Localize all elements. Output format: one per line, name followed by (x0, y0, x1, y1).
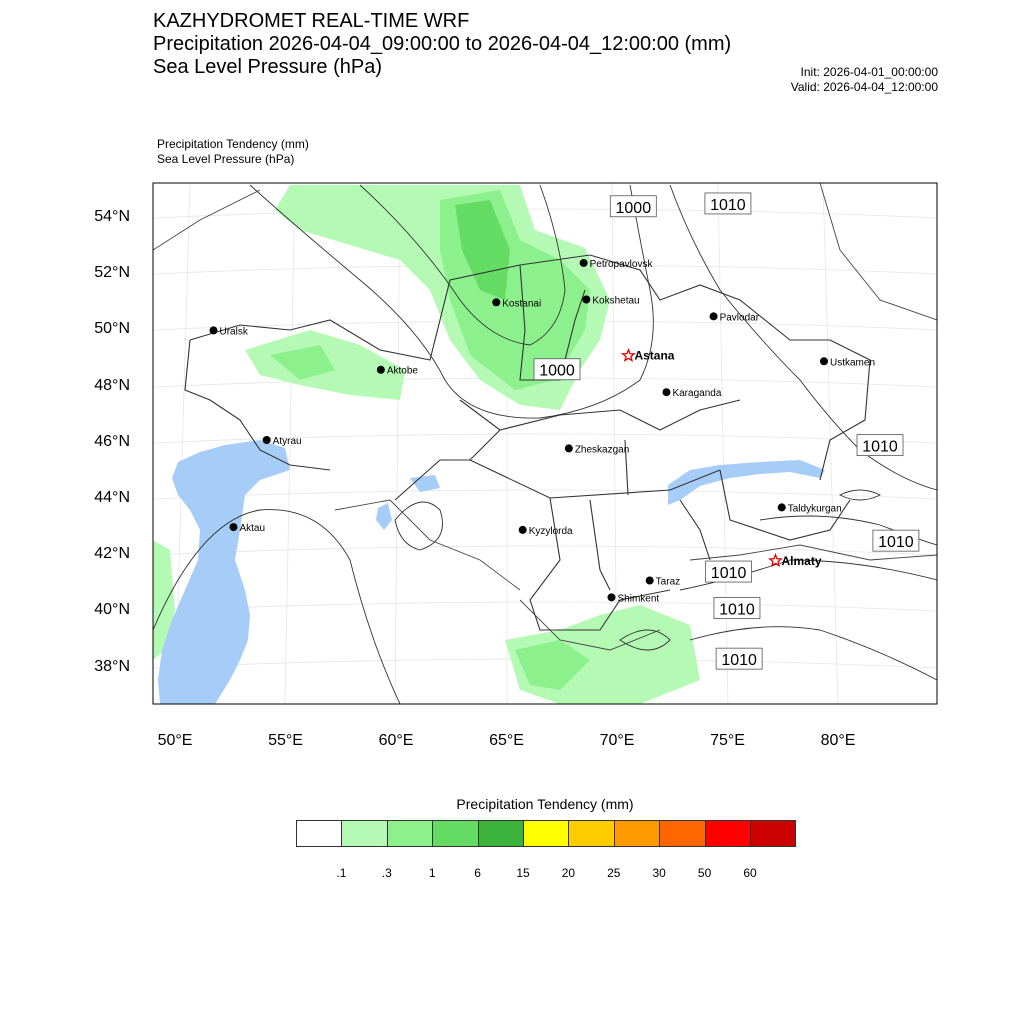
isobar-label (534, 359, 580, 380)
capital-star-icon (770, 555, 781, 566)
lon-label: 75°E (710, 732, 745, 749)
lat-label: 50°N (94, 320, 130, 338)
lat-label: 52°N (94, 264, 130, 282)
isobar-label (873, 530, 919, 551)
city-marker-icon (377, 366, 385, 374)
city-marker-icon (229, 523, 237, 531)
city-petropavlovsk (580, 259, 654, 270)
colorbar-swatch (523, 820, 569, 847)
isobar-label (610, 196, 656, 217)
isobar-label-text: 1010 (721, 652, 757, 670)
colorbar-label: .1 (336, 866, 347, 880)
colorbar-label: .3 (381, 866, 392, 880)
isobar-label (716, 648, 762, 669)
city-label: Zheskazgan (574, 444, 630, 456)
isobar-label-text: 1000 (539, 362, 575, 380)
city-marker-icon (580, 259, 588, 267)
city-marker-icon (263, 436, 271, 444)
lon-label: 70°E (599, 732, 635, 749)
city-taraz (646, 576, 680, 587)
colorbar-label: 20 (561, 866, 576, 880)
city-label: Atyrau (272, 435, 302, 447)
city-label: Almaty (781, 553, 822, 568)
city-label: Kostanai (502, 298, 542, 310)
city-marker-icon (519, 526, 527, 534)
city-label: Taraz (655, 576, 681, 588)
colorbar-swatch (432, 820, 478, 847)
caspian-sea (158, 440, 290, 704)
isobar-label (857, 435, 903, 456)
city-astana (623, 349, 675, 363)
colorbar-swatch (659, 820, 705, 847)
city-label: Kokshetau (592, 295, 640, 307)
field-label-precip: Precipitation Tendency (mm) (157, 137, 309, 151)
city-label: Ustkamen (829, 357, 876, 369)
lon-label: 55°E (268, 732, 303, 749)
city-label: Uralsk (219, 326, 248, 338)
colorbar-label: 30 (652, 866, 666, 880)
aral-sea (376, 503, 392, 530)
city-label: Shimkent (617, 593, 660, 605)
city-almaty (770, 554, 822, 568)
isobar-label-text: 1010 (862, 438, 898, 456)
city-pavlodar (710, 312, 760, 323)
lon-label: 50°E (157, 732, 193, 749)
city-label: Petropavlovsk (589, 258, 653, 270)
lon-label: 65°E (489, 732, 524, 749)
city-marker-icon (646, 576, 654, 584)
isobar-label (714, 598, 760, 619)
colorbar-swatch (705, 820, 751, 847)
colorbar-swatch (387, 820, 433, 847)
city-marker-icon (820, 357, 828, 365)
city-uralsk (210, 326, 249, 337)
isobar-label (706, 561, 752, 582)
slp-title: Sea Level Pressure (hPa) (153, 56, 383, 78)
lat-label: 42°N (94, 545, 130, 563)
lat-label: 38°N (94, 657, 130, 675)
city-marker-icon (492, 298, 500, 306)
valid-time: Valid: 2026-04-04_12:00:00 (790, 80, 938, 94)
colorbar-label: 60 (743, 866, 757, 880)
isobar-label (705, 193, 751, 214)
city-shimkent (608, 593, 660, 604)
city-marker-icon (778, 503, 786, 511)
city-label: Aktau (239, 523, 266, 535)
map-title: KAZHYDROMET REAL-TIME WRF (153, 10, 470, 32)
city-label: Kyzylorda (528, 525, 573, 537)
city-karaganda (662, 388, 721, 399)
isobar-label-text: 1010 (878, 534, 914, 552)
aral-sea-north (410, 475, 440, 492)
city-label: Karaganda (672, 388, 722, 400)
isobar-label-text: 1000 (615, 199, 652, 217)
colorbar-swatch (568, 820, 614, 847)
isobar-label-text: 1010 (719, 601, 755, 619)
city-zheskazgan (565, 444, 629, 455)
city-marker-icon (662, 388, 670, 396)
city-taldykurgan (778, 503, 842, 514)
lake-balkhash (668, 460, 825, 505)
city-label: Aktobe (386, 365, 419, 377)
city-marker-icon (210, 326, 218, 334)
city-label: Astana (634, 348, 675, 363)
isobar-label-text: 1010 (710, 565, 747, 583)
lat-label: 40°N (94, 601, 130, 619)
city-label: Pavlodar (719, 312, 760, 324)
colorbar-label: 50 (697, 866, 712, 880)
city-marker-icon (565, 444, 573, 452)
colorbar-swatch (296, 820, 342, 847)
colorbar-label: 6 (474, 866, 481, 880)
colorbar-swatch (478, 820, 524, 847)
lat-label: 44°N (94, 489, 130, 506)
lat-label: 46°N (94, 432, 130, 450)
colorbar-label: 25 (607, 866, 621, 880)
colorbar-swatch (341, 820, 387, 847)
precip-period-title: Precipitation 2026-04-04_09:00:00 to 2026-04-04_12:00:00 (mm) (153, 33, 732, 55)
city-label: Taldykurgan (787, 503, 842, 515)
city-marker-icon (608, 593, 616, 601)
field-label-slp: Sea Level Pressure (hPa) (157, 152, 295, 166)
city-marker-icon (710, 312, 718, 320)
city-kyzylorda (519, 526, 573, 537)
colorbar-label: 1 (428, 866, 436, 880)
lon-label: 60°E (378, 732, 414, 749)
lat-label: 54°N (94, 208, 130, 225)
colorbar-title: Precipitation Tendency (mm) (456, 796, 634, 812)
colorbar-swatch (750, 820, 796, 847)
colorbar-label: 15 (516, 866, 530, 880)
city-marker-icon (582, 295, 590, 303)
capital-star-icon (623, 350, 635, 361)
map-content (153, 183, 937, 704)
init-time: Init: 2026-04-01_00:00:00 (800, 65, 938, 79)
isobar-label-text: 1010 (710, 196, 746, 214)
colorbar-swatch (614, 820, 660, 847)
lat-label: 48°N (94, 376, 130, 394)
lon-label: 80°E (820, 732, 856, 749)
